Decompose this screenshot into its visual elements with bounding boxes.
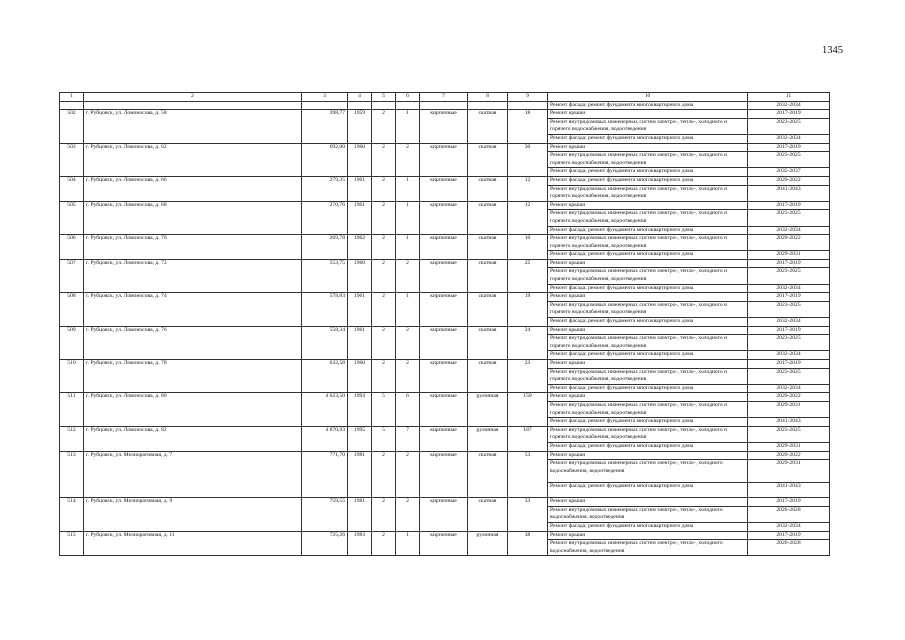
year-cell: 1961	[348, 176, 372, 201]
area-cell: 269,78	[302, 235, 348, 260]
roof-type-cell: скатная	[468, 293, 508, 326]
apartments-cell: 30	[508, 143, 548, 176]
wall-material-cell: кирпичные	[420, 293, 468, 326]
period-cell: 2023-2025	[748, 368, 830, 384]
apartments-cell: 23	[508, 360, 548, 393]
address-cell: г. Рубцовск, ул. Ломоносова, д. 70	[84, 235, 302, 260]
period-cell: 2032-2034	[748, 284, 830, 293]
record-number-cell: 508	[60, 293, 84, 326]
entrances-cell: 2	[396, 451, 420, 498]
column-number-4: 4	[348, 93, 372, 102]
table-row	[60, 360, 830, 369]
table-body	[60, 93, 830, 556]
record-number-cell: 504	[60, 176, 84, 201]
record-number-cell: 503	[60, 143, 84, 176]
entrances-cell: 1	[396, 110, 420, 143]
area-cell: 578,83	[302, 293, 348, 326]
period-cell: 2017-2019	[748, 259, 830, 268]
floors-cell: 5	[372, 426, 396, 451]
roof-type-cell: рулонная	[468, 393, 508, 426]
apartments-cell: 53	[508, 451, 548, 498]
record-number-cell: 512	[60, 426, 84, 451]
column-number-11: 11	[748, 93, 830, 102]
entrances-cell: 2	[396, 360, 420, 393]
area-cell: 725,26	[302, 531, 348, 556]
work-type-cell: Ремонт внутридомовых инженерных систем электро-, тепло-, холодного и горячего водоснабжения, водоотведения	[548, 401, 748, 417]
entrances-cell: 1	[396, 201, 420, 234]
entrances-cell: 7	[396, 426, 420, 451]
address-cell: г. Рубцовск, ул. Мелиоративная, д. 9	[84, 498, 302, 531]
apartments-cell: 18	[508, 110, 548, 143]
floors-cell: 2	[372, 201, 396, 234]
table-row	[60, 143, 830, 152]
year-cell: 1961	[348, 293, 372, 326]
period-cell: 2032-2034	[748, 226, 830, 235]
work-type-cell: Ремонт фасада; ремонт фундамента многоквартирного дома	[548, 522, 748, 531]
period-cell: 2029-2031	[748, 251, 830, 260]
address-cell: г. Рубцовск, ул. Ломоносова, д. 72	[84, 259, 302, 292]
address-cell: г. Рубцовск, ул. Ломоносова, д. 74	[84, 293, 302, 326]
entrances-cell: 6	[396, 393, 420, 426]
apartments-cell: 12	[508, 201, 548, 234]
address-cell: г. Рубцовск, ул. Ломоносова, д. 76	[84, 326, 302, 359]
work-type-cell: Ремонт внутридомовых инженерных систем электро-, тепло-, холодного и горячего водоснабжения, водоотведения	[548, 426, 748, 442]
period-cell: 2032-2034	[748, 101, 830, 110]
work-type-cell: Ремонт крыши	[548, 293, 748, 302]
table-row	[60, 393, 830, 402]
work-type-cell: Ремонт внутридомовых инженерных систем электро-, тепло-, холодного и горячего водоснабжения, водоотведения	[548, 335, 748, 351]
floors-cell: 2	[372, 259, 396, 292]
work-type-cell: Ремонт фасада; ремонт фундамента многоквартирного дома	[548, 101, 748, 110]
year-cell: 1983	[348, 531, 372, 556]
period-cell: 2020-2022	[748, 451, 830, 460]
year-cell: 1961	[348, 201, 372, 234]
table-row	[60, 259, 830, 268]
period-cell: 2032-2034	[748, 522, 830, 531]
work-type-cell: Ремонт фасада; ремонт фундамента многоквартирного дома	[548, 284, 748, 293]
column-number-3: 3	[302, 93, 348, 102]
wall-material-cell: кирпичные	[420, 176, 468, 201]
entrances-cell: 1	[396, 293, 420, 326]
period-cell: 2023-2025	[748, 301, 830, 317]
work-type-cell: Ремонт крыши	[548, 110, 748, 119]
period-cell: 2023-2025	[748, 426, 830, 442]
capital-repair-table	[59, 92, 830, 556]
period-cell: 2032-2034	[748, 384, 830, 393]
period-cell: 2032-2034	[748, 351, 830, 360]
floors-cell: 2	[372, 293, 396, 326]
table-row	[60, 326, 830, 335]
floors-cell: 2	[372, 360, 396, 393]
column-number-2: 2	[84, 93, 302, 102]
record-number-cell: 513	[60, 451, 84, 498]
year-cell: 1960	[348, 259, 372, 292]
period-cell: 2017-2019	[748, 531, 830, 540]
period-cell: 2017-2019	[748, 293, 830, 302]
floors-cell: 2	[372, 176, 396, 201]
apartments-cell: 150	[508, 393, 548, 426]
year-cell: 1960	[348, 143, 372, 176]
roof-type-cell: рулонная	[468, 531, 508, 556]
area-cell: 398,77	[302, 110, 348, 143]
column-number-5: 5	[372, 93, 396, 102]
table-row	[60, 293, 830, 302]
table-row	[60, 110, 830, 119]
year-cell: 1981	[348, 498, 372, 531]
work-type-cell: Ремонт крыши	[548, 360, 748, 369]
address-cell: г. Рубцовск, ул. Мелиоративная, д. 11	[84, 531, 302, 556]
year-cell: 1961	[348, 326, 372, 359]
roof-type-cell: скатная	[468, 451, 508, 498]
entrances-cell: 1	[396, 531, 420, 556]
apartments-cell: 25	[508, 259, 548, 292]
work-type-cell: Ремонт фасада; ремонт фундамента многоквартирного дома	[548, 176, 748, 185]
work-type-cell: Ремонт внутридомовых инженерных систем электро-, тепло-, холодного водоснабжения, водоотведения	[548, 460, 748, 483]
work-type-cell: Ремонт внутридомовых инженерных систем электро-, тепло-, холодного и горячего водоснабжения, водоотведения	[548, 152, 748, 168]
column-number-7: 7	[420, 93, 468, 102]
address-cell: г. Рубцовск, ул. Ломоносова, д. 78	[84, 360, 302, 393]
area-cell: 759,55	[302, 498, 348, 531]
column-number-6: 6	[396, 93, 420, 102]
area-cell: 558,34	[302, 326, 348, 359]
work-type-cell: Ремонт фасада; ремонт фундамента многоквартирного дома	[548, 442, 748, 451]
floors-cell: 2	[372, 326, 396, 359]
work-type-cell: Ремонт фасада; ремонт фундамента многоквартирного дома	[548, 251, 748, 260]
period-cell: 2029-2031	[748, 442, 830, 451]
year-cell: 1962	[348, 235, 372, 260]
address-cell: г. Рубцовск, ул. Ломоносова, д. 68	[84, 201, 302, 234]
area-cell: 632,58	[302, 360, 348, 393]
wall-material-cell: кирпичные	[420, 110, 468, 143]
column-number-1: 1	[60, 93, 84, 102]
work-type-cell: Ремонт фасада; ремонт фундамента многоквартирного дома	[548, 418, 748, 427]
period-cell: 2023-2025	[748, 335, 830, 351]
period-cell: 2017-2019	[748, 360, 830, 369]
work-type-cell: Ремонт внутридомовых инженерных систем электро-, тепло-, холодного водоснабжения, водоотведения	[548, 540, 748, 556]
apartments-cell: 38	[508, 531, 548, 556]
record-number-cell: 509	[60, 326, 84, 359]
record-number-cell: 510	[60, 360, 84, 393]
address-cell: г. Рубцовск, ул. Ломоносова, д. 66	[84, 176, 302, 201]
work-type-cell: Ремонт внутридомовых инженерных систем электро-, тепло-, холодного и горячего водоснабжения, водоотведения	[548, 368, 748, 384]
wall-material-cell: кирпичные	[420, 143, 468, 176]
period-cell: 2023-2025	[748, 210, 830, 226]
entrances-cell: 1	[396, 176, 420, 201]
period-cell: 2035-2037	[748, 168, 830, 177]
period-cell: 2023-2025	[748, 152, 830, 168]
period-cell: 2020-2022	[748, 393, 830, 402]
work-type-cell: Ремонт внутридомовых инженерных систем электро-, тепло-, холодного и горячего водоснабжения, водоотведения	[548, 235, 748, 251]
work-type-cell: Ремонт внутридомовых инженерных систем электро-, тепло-, холодного и горячего водоснабжения, водоотведения	[548, 210, 748, 226]
work-type-cell: Ремонт фасада; ремонт фундамента многоквартирного дома	[548, 483, 748, 498]
roof-type-cell: скатная	[468, 360, 508, 393]
period-cell: 2041-2043	[748, 483, 830, 498]
period-cell: 2017-2019	[748, 110, 830, 119]
roof-type-cell: скатная	[468, 326, 508, 359]
year-cell: 1995	[348, 426, 372, 451]
period-cell: 2017-2019	[748, 201, 830, 210]
work-type-cell: Ремонт фасада; ремонт фундамента многоквартирного дома	[548, 384, 748, 393]
entrances-cell: 2	[396, 498, 420, 531]
roof-type-cell: рулонная	[468, 426, 508, 451]
work-type-cell: Ремонт фасада; ремонт фундамента многоквартирного дома	[548, 351, 748, 360]
period-cell: 2026-2028	[748, 540, 830, 556]
floors-cell: 2	[372, 451, 396, 498]
roof-type-cell: скатная	[468, 110, 508, 143]
table-row	[60, 176, 830, 185]
year-cell: 1959	[348, 110, 372, 143]
table-row	[60, 235, 830, 251]
entrances-cell: 2	[396, 326, 420, 359]
entrances-cell: 2	[396, 259, 420, 292]
table-row	[60, 101, 830, 110]
period-cell: 2041-2043	[748, 185, 830, 201]
column-number-10: 10	[548, 93, 748, 102]
table-row	[60, 531, 830, 540]
year-cell: 1960	[348, 360, 372, 393]
wall-material-cell: кирпичные	[420, 531, 468, 556]
work-type-cell: Ремонт крыши	[548, 451, 748, 460]
apartments-cell: 33	[508, 498, 548, 531]
roof-type-cell: скатная	[468, 259, 508, 292]
entrances-cell: 2	[396, 143, 420, 176]
area-cell: 692,00	[302, 143, 348, 176]
area-cell: 4 623,50	[302, 393, 348, 426]
floors-cell: 5	[372, 393, 396, 426]
work-type-cell: Ремонт крыши	[548, 201, 748, 210]
work-type-cell: Ремонт внутридомовых инженерных систем электро-, тепло-, холодного и горячего водоснабжения, водоотведения	[548, 118, 748, 134]
work-type-cell: Ремонт фасада; ремонт фундамента многоквартирного дома	[548, 134, 748, 143]
table-row	[60, 426, 830, 442]
table-row	[60, 451, 830, 460]
address-cell: г. Рубцовск, ул. Ломоносова, д. 58	[84, 110, 302, 143]
period-cell: 2029-2031	[748, 460, 830, 483]
floors-cell: 2	[372, 235, 396, 260]
work-type-cell: Ремонт крыши	[548, 326, 748, 335]
wall-material-cell: кирпичные	[420, 393, 468, 426]
work-type-cell: Ремонт крыши	[548, 498, 748, 507]
column-number-8: 8	[468, 93, 508, 102]
work-type-cell: Ремонт крыши	[548, 259, 748, 268]
apartments-cell: 187	[508, 426, 548, 451]
period-cell: 2041-2043	[748, 418, 830, 427]
period-cell: 2017-2019	[748, 143, 830, 152]
record-number-cell: 515	[60, 531, 84, 556]
floors-cell: 2	[372, 110, 396, 143]
work-type-cell: Ремонт крыши	[548, 393, 748, 402]
wall-material-cell: кирпичные	[420, 360, 468, 393]
floors-cell: 2	[372, 143, 396, 176]
work-type-cell: Ремонт внутридомовых инженерных систем электро-, тепло-, холодного водоснабжения, водоотведения	[548, 506, 748, 522]
period-cell: 2023-2025	[748, 118, 830, 134]
work-type-cell: Ремонт фасада; ремонт фундамента многоквартирного дома	[548, 226, 748, 235]
record-number-cell: 505	[60, 201, 84, 234]
address-cell: г. Рубцовск, ул. Ломоносова, д. 82	[84, 426, 302, 451]
work-type-cell: Ремонт фасада; ремонт фундамента многоквартирного дома	[548, 168, 748, 177]
record-number-cell: 511	[60, 393, 84, 426]
work-type-cell: Ремонт фасада; ремонт фундамента многоквартирного дома	[548, 318, 748, 327]
work-type-cell: Ремонт внутридомовых инженерных систем электро-, тепло-, холодного и горячего водоснабжения, водоотведения	[548, 185, 748, 201]
area-cell: 279,35	[302, 176, 348, 201]
year-cell: 1981	[348, 451, 372, 498]
year-cell: 1994	[348, 393, 372, 426]
apartments-cell: 10	[508, 235, 548, 260]
wall-material-cell: кирпичные	[420, 326, 468, 359]
wall-material-cell: кирпичные	[420, 426, 468, 451]
period-cell: 2026-2028	[748, 506, 830, 522]
period-cell: 2017-2019	[748, 326, 830, 335]
period-cell: 2020-2022	[748, 235, 830, 251]
work-type-cell: Ремонт крыши	[548, 143, 748, 152]
roof-type-cell: скатная	[468, 176, 508, 201]
roof-type-cell: скатная	[468, 201, 508, 234]
record-number-cell: 514	[60, 498, 84, 531]
address-cell: г. Рубцовск, ул. Мелиоративная, д. 7	[84, 451, 302, 498]
record-number-cell: 506	[60, 235, 84, 260]
work-type-cell: Ремонт крыши	[548, 531, 748, 540]
record-number-cell: 507	[60, 259, 84, 292]
column-number-row	[60, 93, 830, 102]
area-cell: 553,75	[302, 259, 348, 292]
apartments-cell: 24	[508, 326, 548, 359]
work-type-cell: Ремонт внутридомовых инженерных систем электро-, тепло-, холодного и горячего водоснабжения, водоотведения	[548, 301, 748, 317]
wall-material-cell: кирпичные	[420, 235, 468, 260]
roof-type-cell: скатная	[468, 498, 508, 531]
period-cell: 2020-2022	[748, 176, 830, 185]
address-cell: г. Рубцовск, ул. Ломоносова, д. 62	[84, 143, 302, 176]
wall-material-cell: кирпичные	[420, 259, 468, 292]
period-cell: 2032-2034	[748, 134, 830, 143]
roof-type-cell: скатная	[468, 143, 508, 176]
table-row	[60, 201, 830, 210]
period-cell: 2017-2019	[748, 498, 830, 507]
area-cell: 270,76	[302, 201, 348, 234]
floors-cell: 2	[372, 498, 396, 531]
address-cell: г. Рубцовск, ул. Ломоносова, д. 80	[84, 393, 302, 426]
roof-type-cell: скатная	[468, 235, 508, 260]
work-type-cell: Ремонт внутридомовых инженерных систем электро-, тепло-, холодного и горячего водоснабжения, водоотведения	[548, 268, 748, 284]
area-cell: 4 870,93	[302, 426, 348, 451]
wall-material-cell: кирпичные	[420, 498, 468, 531]
wall-material-cell: кирпичные	[420, 201, 468, 234]
period-cell: 2032-2034	[748, 318, 830, 327]
floors-cell: 2	[372, 531, 396, 556]
entrances-cell: 1	[396, 235, 420, 260]
wall-material-cell: кирпичные	[420, 451, 468, 498]
area-cell: 771,70	[302, 451, 348, 498]
page-number: 1345	[822, 45, 843, 56]
apartments-cell: 19	[508, 293, 548, 326]
record-number-cell: 502	[60, 110, 84, 143]
apartments-cell: 12	[508, 176, 548, 201]
table-row	[60, 498, 830, 507]
column-number-9: 9	[508, 93, 548, 102]
period-cell: 2029-2031	[748, 401, 830, 417]
period-cell: 2023-2025	[748, 268, 830, 284]
